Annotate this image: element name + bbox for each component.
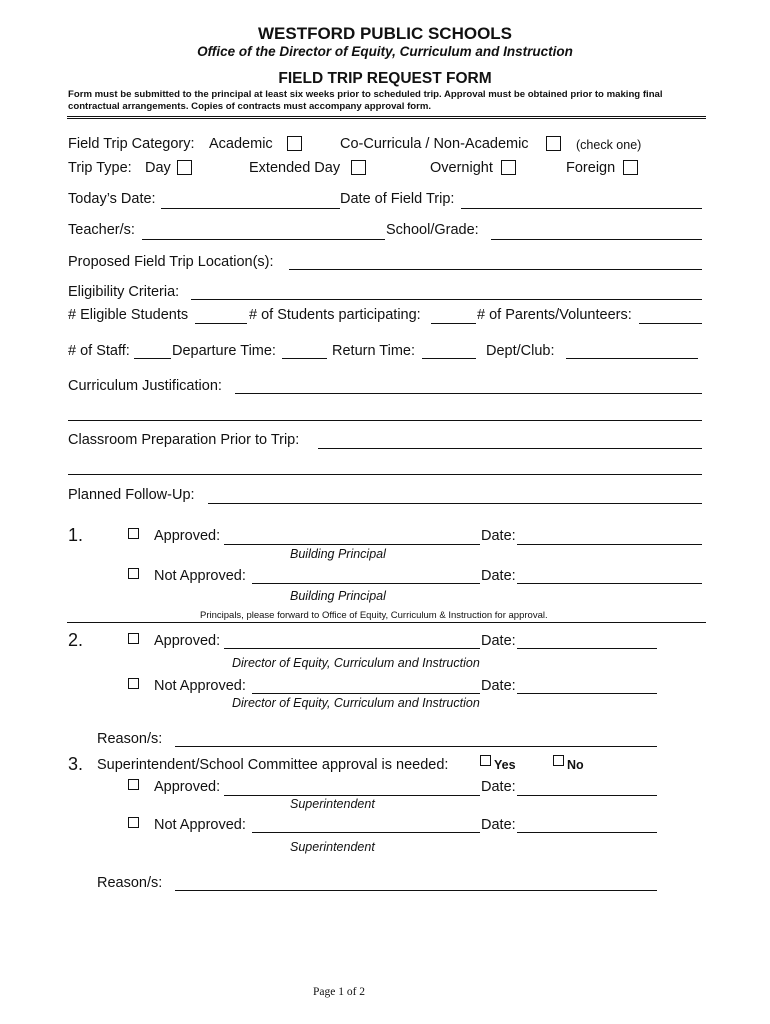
parents-volunteers-label: # of Parents/Volunteers:: [477, 307, 632, 323]
superintendent-approved-checkbox[interactable]: [128, 779, 139, 790]
superintendent-not-approved-date-label: Date:: [481, 817, 516, 833]
foreign-checkbox[interactable]: [623, 160, 638, 175]
overnight-checkbox[interactable]: [501, 160, 516, 175]
director-not-approved-label: Not Approved:: [154, 678, 246, 694]
superintendent-approved-signature[interactable]: [224, 795, 480, 796]
director-approved-signature[interactable]: [224, 648, 480, 649]
director-reasons-field[interactable]: [175, 746, 657, 747]
students-participating-label: # of Students participating:: [249, 307, 421, 323]
superintendent-approved-date[interactable]: [517, 795, 657, 796]
follow-up-field[interactable]: [208, 503, 702, 504]
dept-club-label: Dept/Club:: [486, 343, 555, 359]
staff-field[interactable]: [134, 358, 171, 359]
notice-line-1: Form must be submitted to the principal at least six weeks prior to scheduled trip. Approval must be obtained prior to making final: [68, 89, 663, 100]
eligible-students-field[interactable]: [195, 323, 247, 324]
principal-approved-checkbox[interactable]: [128, 528, 139, 539]
director-approved-date[interactable]: [517, 648, 657, 649]
notice-line-2: contractual arrangements. Copies of contracts must accompany approval form.: [68, 101, 432, 112]
school-grade-field[interactable]: [491, 239, 702, 240]
superintendent-reasons-field[interactable]: [175, 890, 657, 891]
director-caption-1: Director of Equity, Curriculum and Instruction: [232, 656, 480, 670]
trip-type-label: Trip Type:: [68, 160, 132, 176]
day-checkbox[interactable]: [177, 160, 192, 175]
forward-note: Principals, please forward to Office of Equity, Curriculum & Instruction for approval.: [200, 610, 548, 621]
category-label: Field Trip Category:: [68, 136, 195, 152]
date-of-trip-field[interactable]: [461, 208, 702, 209]
return-label: Return Time:: [332, 343, 415, 359]
cocurricular-checkbox[interactable]: [546, 136, 561, 151]
director-approved-checkbox[interactable]: [128, 633, 139, 644]
follow-up-label: Planned Follow-Up:: [68, 487, 195, 503]
trip-type-extended-label: Extended Day: [249, 160, 341, 176]
principal-not-approved-date[interactable]: [517, 583, 702, 584]
committee-yes-label: Yes: [494, 758, 516, 772]
classroom-prep-label: Classroom Preparation Prior to Trip:: [68, 432, 300, 448]
classroom-prep-field-line-1[interactable]: [318, 448, 702, 449]
principal-not-approved-label: Not Approved:: [154, 568, 246, 584]
category-cocurricular-label: Co-Curricula / Non-Academic: [340, 136, 529, 152]
departure-field[interactable]: [282, 358, 327, 359]
page-number: Page 1 of 2: [312, 986, 366, 998]
director-caption-2: Director of Equity, Curriculum and Instruction: [232, 696, 480, 710]
school-name: WESTFORD PUBLIC SCHOOLS: [257, 24, 513, 43]
school-grade-label: School/Grade:: [386, 222, 479, 238]
section-2-number: 2.: [68, 630, 84, 650]
superintendent-caption-1: Superintendent: [290, 797, 375, 811]
location-label: Proposed Field Trip Location(s):: [68, 254, 274, 270]
director-reasons-label: Reason/s:: [97, 731, 163, 747]
superintendent-reasons-label: Reason/s:: [97, 875, 163, 891]
trip-type-overnight-label: Overnight: [430, 160, 493, 176]
superintendent-caption-2: Superintendent: [290, 840, 375, 854]
teachers-field[interactable]: [142, 239, 385, 240]
committee-no-label: No: [567, 758, 584, 772]
committee-yes-checkbox[interactable]: [480, 755, 491, 766]
curriculum-field-line-1[interactable]: [235, 393, 702, 394]
todays-date-label: Today’s Date:: [68, 191, 156, 207]
director-not-approved-date-label: Date:: [481, 678, 516, 694]
curriculum-label: Curriculum Justification:: [68, 378, 222, 394]
director-approved-date-label: Date:: [481, 633, 516, 649]
superintendent-not-approved-label: Not Approved:: [154, 817, 246, 833]
principal-approved-signature[interactable]: [224, 544, 480, 545]
principal-not-approved-signature[interactable]: [252, 583, 480, 584]
classroom-prep-field-line-2[interactable]: [68, 474, 702, 475]
students-participating-field[interactable]: [431, 323, 476, 324]
principal-approved-date-label: Date:: [481, 528, 516, 544]
header-divider: [67, 116, 706, 119]
superintendent-approved-label: Approved:: [154, 779, 221, 795]
building-principal-caption-1: Building Principal: [290, 547, 386, 561]
return-field[interactable]: [422, 358, 476, 359]
parents-volunteers-field[interactable]: [639, 323, 702, 324]
principal-approved-label: Approved:: [154, 528, 221, 544]
eligible-students-label: # Eligible Students: [68, 307, 189, 323]
curriculum-field-line-2[interactable]: [68, 420, 702, 421]
trip-type-foreign-label: Foreign: [566, 160, 616, 176]
dept-club-field[interactable]: [566, 358, 698, 359]
location-field[interactable]: [289, 269, 702, 270]
superintendent-approved-date-label: Date:: [481, 779, 516, 795]
superintendent-not-approved-signature[interactable]: [252, 832, 480, 833]
staff-label: # of Staff:: [68, 343, 130, 359]
director-not-approved-date[interactable]: [517, 693, 657, 694]
check-one-note: (check one): [576, 138, 642, 152]
eligibility-label: Eligibility Criteria:: [68, 284, 180, 300]
extended-day-checkbox[interactable]: [351, 160, 366, 175]
trip-type-day-label: Day: [145, 160, 171, 176]
office-name: Office of the Director of Equity, Curriculum and Instruction: [197, 44, 573, 59]
director-not-approved-signature[interactable]: [252, 693, 480, 694]
director-approved-label: Approved:: [154, 633, 221, 649]
principal-not-approved-date-label: Date:: [481, 568, 516, 584]
superintendent-not-approved-date[interactable]: [517, 832, 657, 833]
eligibility-field[interactable]: [191, 299, 702, 300]
superintendent-not-approved-checkbox[interactable]: [128, 817, 139, 828]
principal-approved-date[interactable]: [517, 544, 702, 545]
todays-date-field[interactable]: [161, 208, 340, 209]
category-academic-label: Academic: [209, 136, 273, 152]
teachers-label: Teacher/s:: [68, 222, 135, 238]
departure-label: Departure Time:: [172, 343, 276, 359]
section-3-number: 3.: [68, 754, 84, 774]
date-of-trip-label: Date of Field Trip:: [340, 191, 455, 207]
director-not-approved-checkbox[interactable]: [128, 678, 139, 689]
principal-not-approved-checkbox[interactable]: [128, 568, 139, 579]
committee-no-checkbox[interactable]: [553, 755, 564, 766]
section-1-number: 1.: [68, 525, 84, 545]
academic-checkbox[interactable]: [287, 136, 302, 151]
building-principal-caption-2: Building Principal: [290, 589, 386, 603]
section-divider: [67, 622, 706, 623]
committee-question: Superintendent/School Committee approval is needed:: [97, 757, 449, 773]
form-title: FIELD TRIP REQUEST FORM: [278, 70, 492, 87]
